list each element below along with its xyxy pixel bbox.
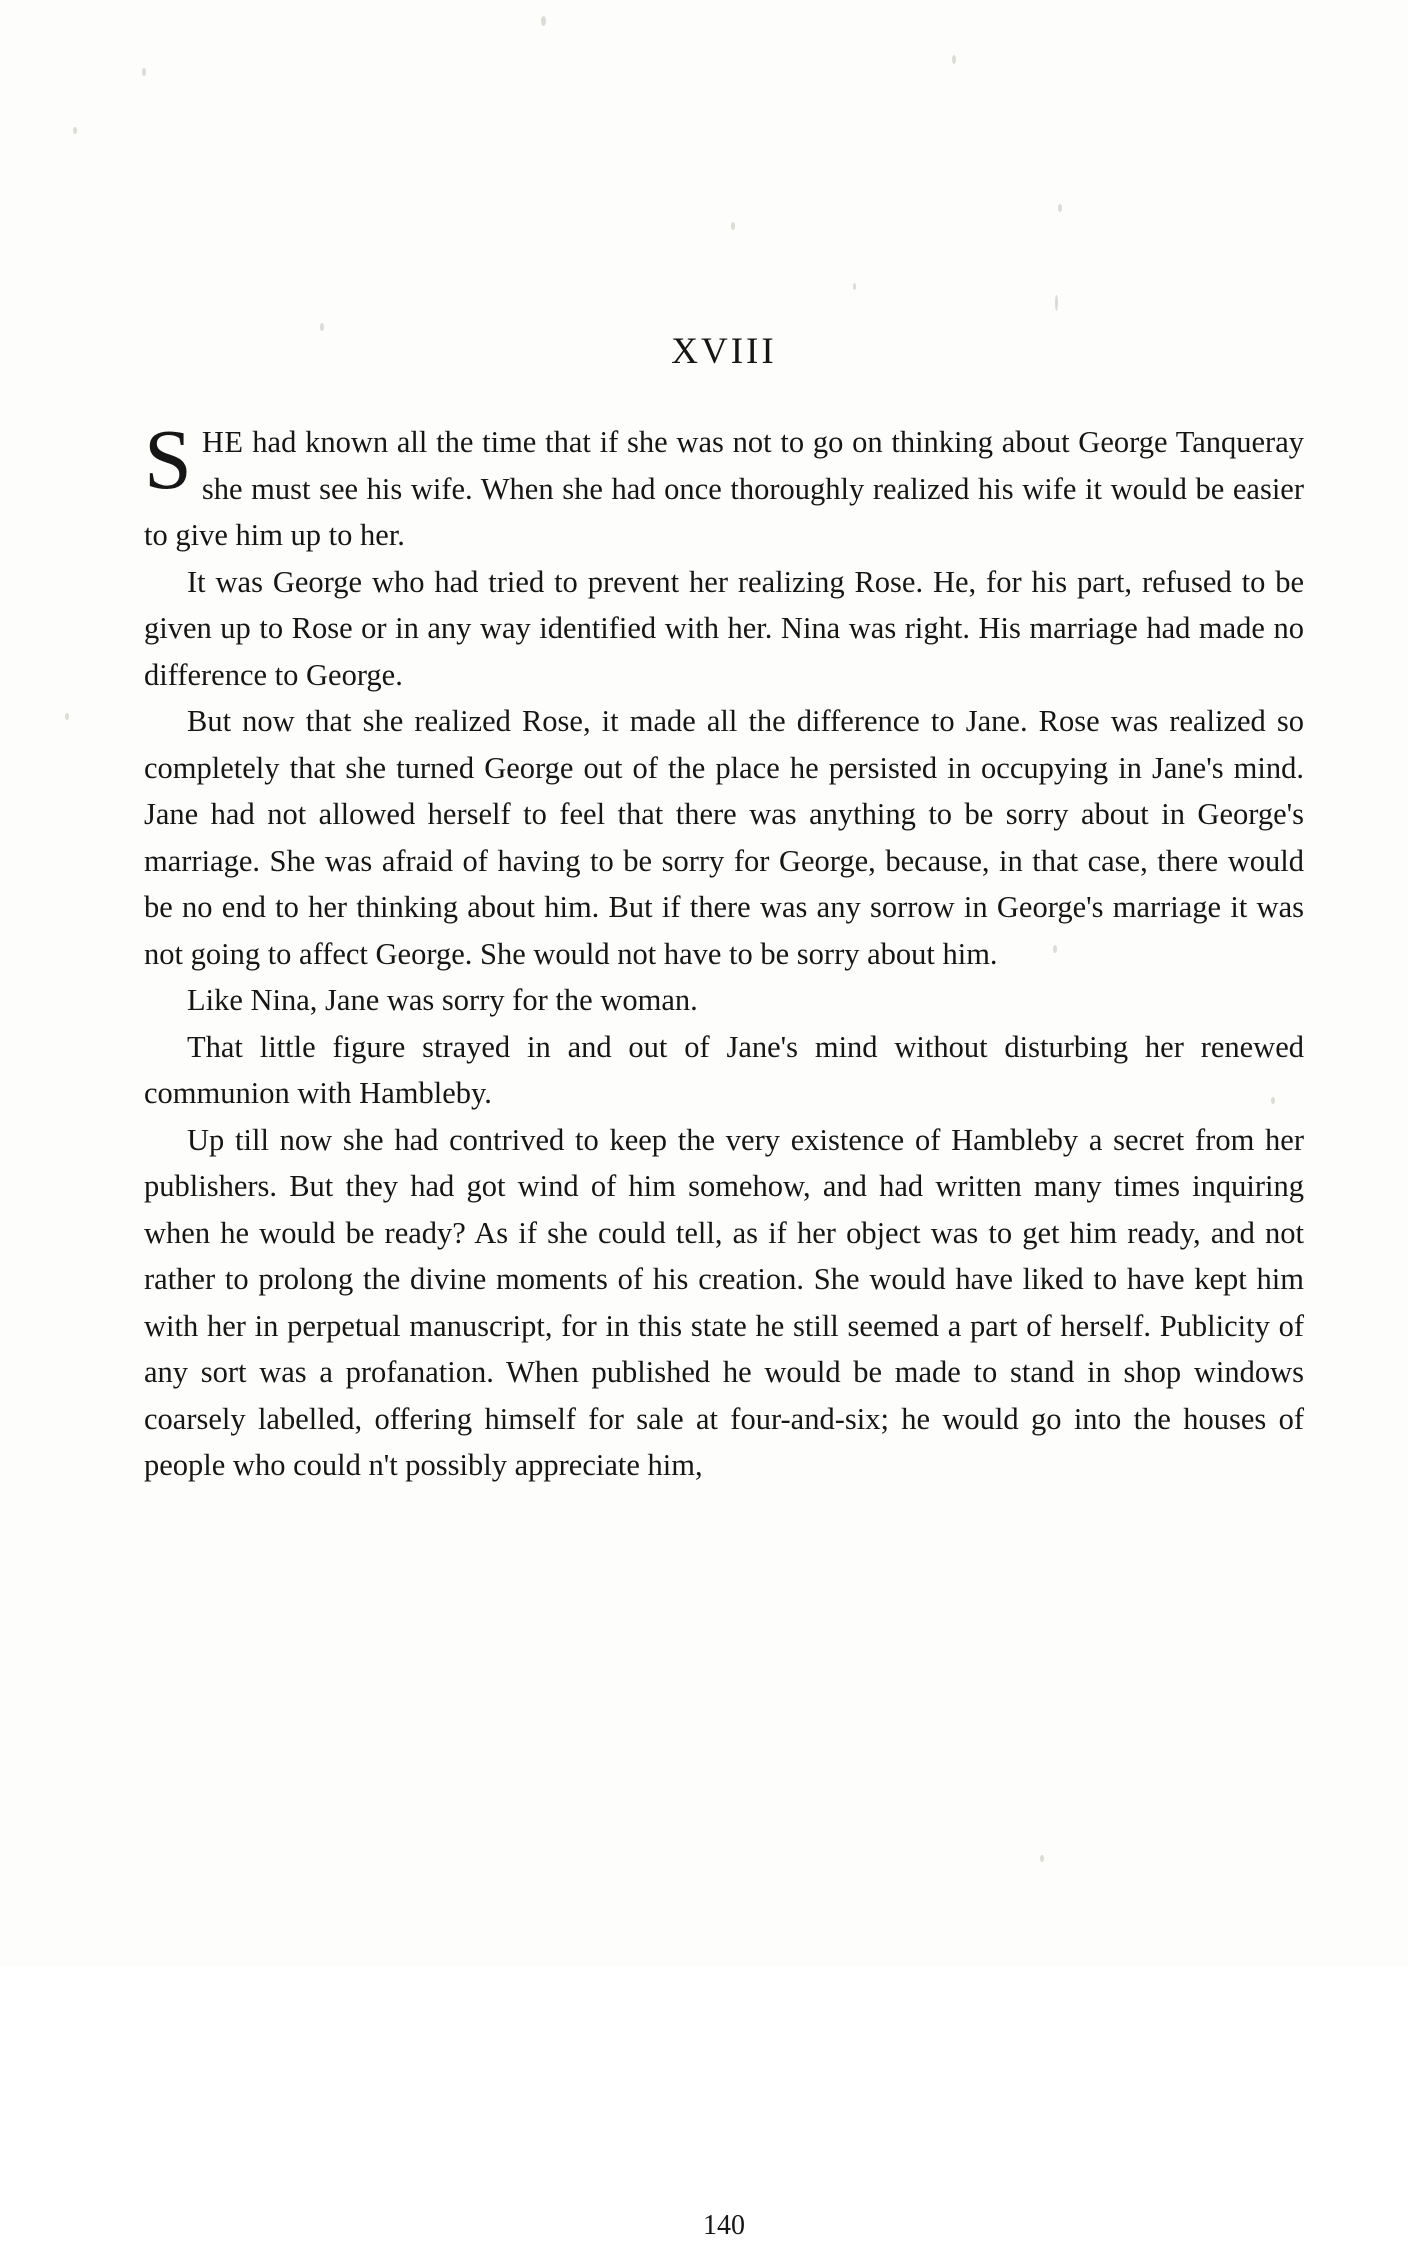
body-text [144, 411, 1304, 1489]
drop-cap: S [144, 411, 192, 507]
scan-speck [952, 55, 956, 64]
paragraph-4: Like Nina, Jane was sorry for the woman. [187, 983, 698, 1017]
paragraph-lead-words: HE [201, 425, 244, 459]
scan-speck [142, 68, 146, 76]
page-folio: 140 [703, 2210, 745, 2241]
scan-speck [73, 127, 77, 134]
paragraph-6: Up till now she had contrived to keep the very existence of Hambleby a secret from her publishers. But they had got wind of him somehow, and had written many times inquiring when he would be ready? As if she could tell, as if her object was to get him ready, and not rather to prolong the divine moments of his creation. She would have liked to have kept him with her in perpetual manuscript, for in this state he still seemed a part of herself. Publicity of any sort was a profanation. When published he would be made to stand in shop windows coarsely labelled, offering himself for sale at four-and-six; he would go into the houses of people who could n't possibly appreciate him, [144, 1122, 1304, 1482]
scan-speck [65, 713, 69, 720]
paragraph-5: That little figure strayed in and out of Jane's mind without disturbing her renewed communion with Hambleby. [144, 1029, 1304, 1110]
paragraph-1 [144, 411, 1304, 559]
scan-speck [1058, 204, 1062, 212]
scan-speck [1040, 1855, 1044, 1862]
paragraph-3: But now that she realized Rose, it made all the difference to Jane. Rose was realized so completely that she turned George out of the place he persisted in occupying in Jane's mind. Jane had not allowed herself to feel that there was anything to be sorry about in George's marriage. She was afraid of having to be sorry for George, because, in that case, there would be no end to her thinking about him. But if there was any sorrow in George's marriage it was not going to affect George. She would not have to be sorry about him. [144, 704, 1304, 971]
scan-speck [853, 283, 856, 290]
paragraph-2: It was George who had tried to prevent her realizing Rose. He, for his part, refused to be given up to Rose or in any way identified with her. Nina was right. His marriage had made no difference to George. [144, 564, 1304, 692]
paragraph-1-text: had known all the time that if she was not to go on thinking about George Tanqueray she must see his wife. When she had once thoroughly realized his wife it would be easier to give him up to her. [144, 425, 1304, 552]
scan-speck [731, 222, 735, 230]
page-content [144, 330, 1304, 2241]
chapter-number: XVIII [671, 331, 777, 372]
scan-speck [1055, 295, 1058, 311]
scan-speck [541, 16, 546, 26]
